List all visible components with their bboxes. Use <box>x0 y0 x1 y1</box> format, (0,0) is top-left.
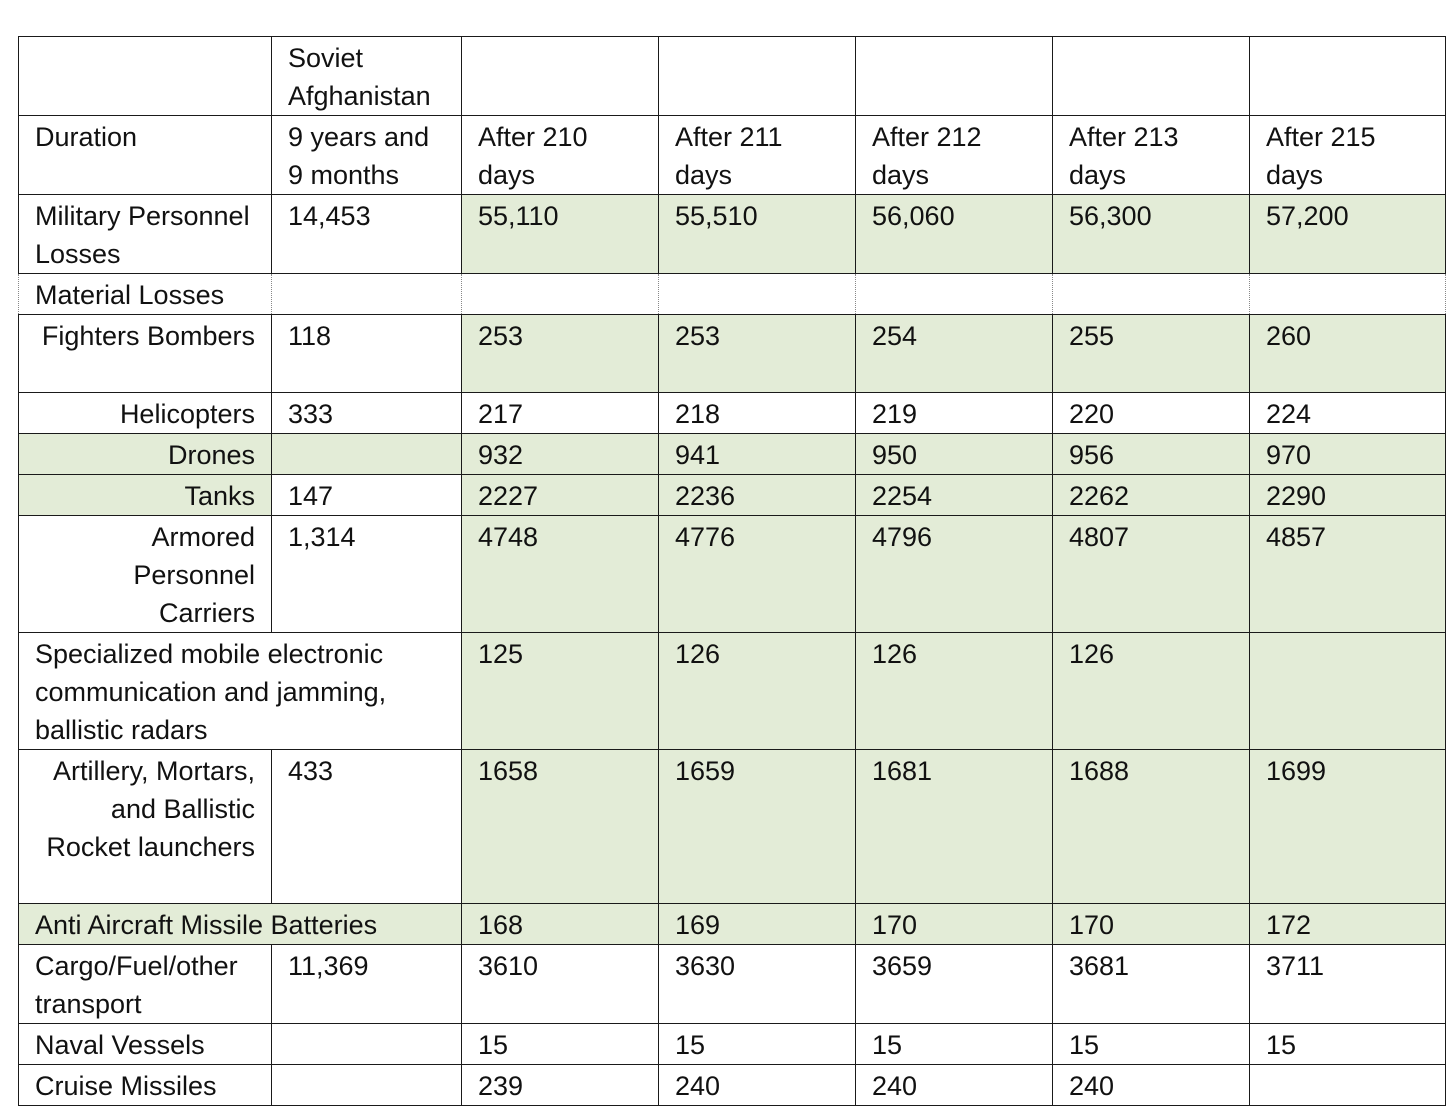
table-cell: 2227 <box>462 475 659 516</box>
table-cell: 932 <box>462 434 659 475</box>
table-cell: 3610 <box>462 945 659 1024</box>
table-cell: 15 <box>659 1024 856 1065</box>
table-cell: 254 <box>856 315 1053 393</box>
table-cell: 253 <box>462 315 659 393</box>
header-cell <box>462 37 659 116</box>
table-cell: 2254 <box>856 475 1053 516</box>
table-cell: 433 <box>272 750 462 904</box>
table-cell: 15 <box>856 1024 1053 1065</box>
table-cell: 170 <box>856 904 1053 945</box>
table-cell <box>1250 274 1446 315</box>
table-cell: 950 <box>856 434 1053 475</box>
duration-label: Duration <box>19 116 272 195</box>
table-cell: 3681 <box>1053 945 1250 1024</box>
drones-row <box>19 434 1446 475</box>
row-label: Specialized mobile electronic communication and jamming, ballistic radars <box>19 633 462 750</box>
table-cell: 170 <box>1053 904 1250 945</box>
table-cell: 4807 <box>1053 516 1250 633</box>
row-label: Helicopters <box>19 393 272 434</box>
header-cell <box>1250 37 1446 116</box>
table-cell: 11,369 <box>272 945 462 1024</box>
losses-table <box>18 36 1446 1106</box>
row-label: Armored Personnel Carriers <box>19 516 272 633</box>
table-cell: 4796 <box>856 516 1053 633</box>
military-personnel-row <box>19 195 1446 274</box>
duration-cell: After 215 days <box>1250 116 1446 195</box>
header-cell <box>856 37 1053 116</box>
table-cell: 224 <box>1250 393 1446 434</box>
table-cell: 15 <box>1053 1024 1250 1065</box>
table-cell <box>272 434 462 475</box>
duration-cell: After 213 days <box>1053 116 1250 195</box>
table-cell: 240 <box>659 1065 856 1106</box>
row-label: Drones <box>19 434 272 475</box>
table-cell <box>272 1065 462 1106</box>
table-cell: 14,453 <box>272 195 462 274</box>
table-cell <box>462 274 659 315</box>
header-row-top <box>19 37 1446 116</box>
table-cell: 255 <box>1053 315 1250 393</box>
table-cell: 218 <box>659 393 856 434</box>
table-cell: 4857 <box>1250 516 1446 633</box>
table-cell: 219 <box>856 393 1053 434</box>
table-cell <box>1053 274 1250 315</box>
duration-cell: After 210 days <box>462 116 659 195</box>
table-cell: 55,110 <box>462 195 659 274</box>
table-cell: 240 <box>856 1065 1053 1106</box>
table-cell: 2290 <box>1250 475 1446 516</box>
header-cell <box>19 37 272 116</box>
table-cell: 126 <box>659 633 856 750</box>
table-cell <box>272 1024 462 1065</box>
header-cell <box>659 37 856 116</box>
table-cell: 3711 <box>1250 945 1446 1024</box>
duration-cell: After 211 days <box>659 116 856 195</box>
table-cell: 217 <box>462 393 659 434</box>
table-cell: 970 <box>1250 434 1446 475</box>
tanks-row <box>19 475 1446 516</box>
table-cell <box>856 274 1053 315</box>
table-cell: 1,314 <box>272 516 462 633</box>
row-label: Naval Vessels <box>19 1024 272 1065</box>
table-cell: 3659 <box>856 945 1053 1024</box>
table-cell: 1658 <box>462 750 659 904</box>
table-cell: 56,300 <box>1053 195 1250 274</box>
table-cell <box>272 274 462 315</box>
table-cell: 169 <box>659 904 856 945</box>
header-cell-soviet-afghanistan: Soviet Afghanistan <box>272 37 462 116</box>
table-cell: 168 <box>462 904 659 945</box>
artillery-row <box>19 750 1446 904</box>
table-cell: 1681 <box>856 750 1053 904</box>
table-cell: 126 <box>1053 633 1250 750</box>
row-label: Anti Aircraft Missile Batteries <box>19 904 462 945</box>
row-label: Fighters Bombers <box>19 315 272 393</box>
naval-row <box>19 1024 1446 1065</box>
table-cell: 260 <box>1250 315 1446 393</box>
table-cell <box>659 274 856 315</box>
table-cell: 55,510 <box>659 195 856 274</box>
table-cell: 240 <box>1053 1065 1250 1106</box>
apc-row <box>19 516 1446 633</box>
table-cell: 172 <box>1250 904 1446 945</box>
row-label: Cruise Missiles <box>19 1065 272 1106</box>
section-label: Material Losses <box>19 274 272 315</box>
table-cell: 125 <box>462 633 659 750</box>
row-label: Military Personnel Losses <box>19 195 272 274</box>
table-cell: 333 <box>272 393 462 434</box>
table-cell: 1688 <box>1053 750 1250 904</box>
fighters-bombers-row <box>19 315 1446 393</box>
table-cell: 126 <box>856 633 1053 750</box>
row-label: Artillery, Mortars, and Ballistic Rocket launchers <box>19 750 272 904</box>
row-label: Cargo/Fuel/other transport <box>19 945 272 1024</box>
table-cell <box>1250 1065 1446 1106</box>
table-cell: 941 <box>659 434 856 475</box>
specialized-row <box>19 633 1446 750</box>
table-cell: 15 <box>462 1024 659 1065</box>
table-cell: 56,060 <box>856 195 1053 274</box>
table-cell: 253 <box>659 315 856 393</box>
table-cell: 3630 <box>659 945 856 1024</box>
table-cell: 4748 <box>462 516 659 633</box>
cargo-row <box>19 945 1446 1024</box>
anti-aircraft-row <box>19 904 1446 945</box>
duration-row <box>19 116 1446 195</box>
table-cell: 57,200 <box>1250 195 1446 274</box>
table-cell: 1699 <box>1250 750 1446 904</box>
table-cell: 956 <box>1053 434 1250 475</box>
table-cell: 1659 <box>659 750 856 904</box>
table-cell: 239 <box>462 1065 659 1106</box>
table-cell: 2236 <box>659 475 856 516</box>
table-cell: 147 <box>272 475 462 516</box>
table-cell <box>1250 633 1446 750</box>
helicopters-row <box>19 393 1446 434</box>
table-cell: 220 <box>1053 393 1250 434</box>
row-label: Tanks <box>19 475 272 516</box>
table-cell: 15 <box>1250 1024 1446 1065</box>
header-cell <box>1053 37 1250 116</box>
cruise-row <box>19 1065 1446 1106</box>
table-cell: 4776 <box>659 516 856 633</box>
duration-cell: After 212 days <box>856 116 1053 195</box>
duration-cell: 9 years and 9 months <box>272 116 462 195</box>
table-cell: 118 <box>272 315 462 393</box>
material-losses-row <box>19 274 1446 315</box>
table-cell: 2262 <box>1053 475 1250 516</box>
